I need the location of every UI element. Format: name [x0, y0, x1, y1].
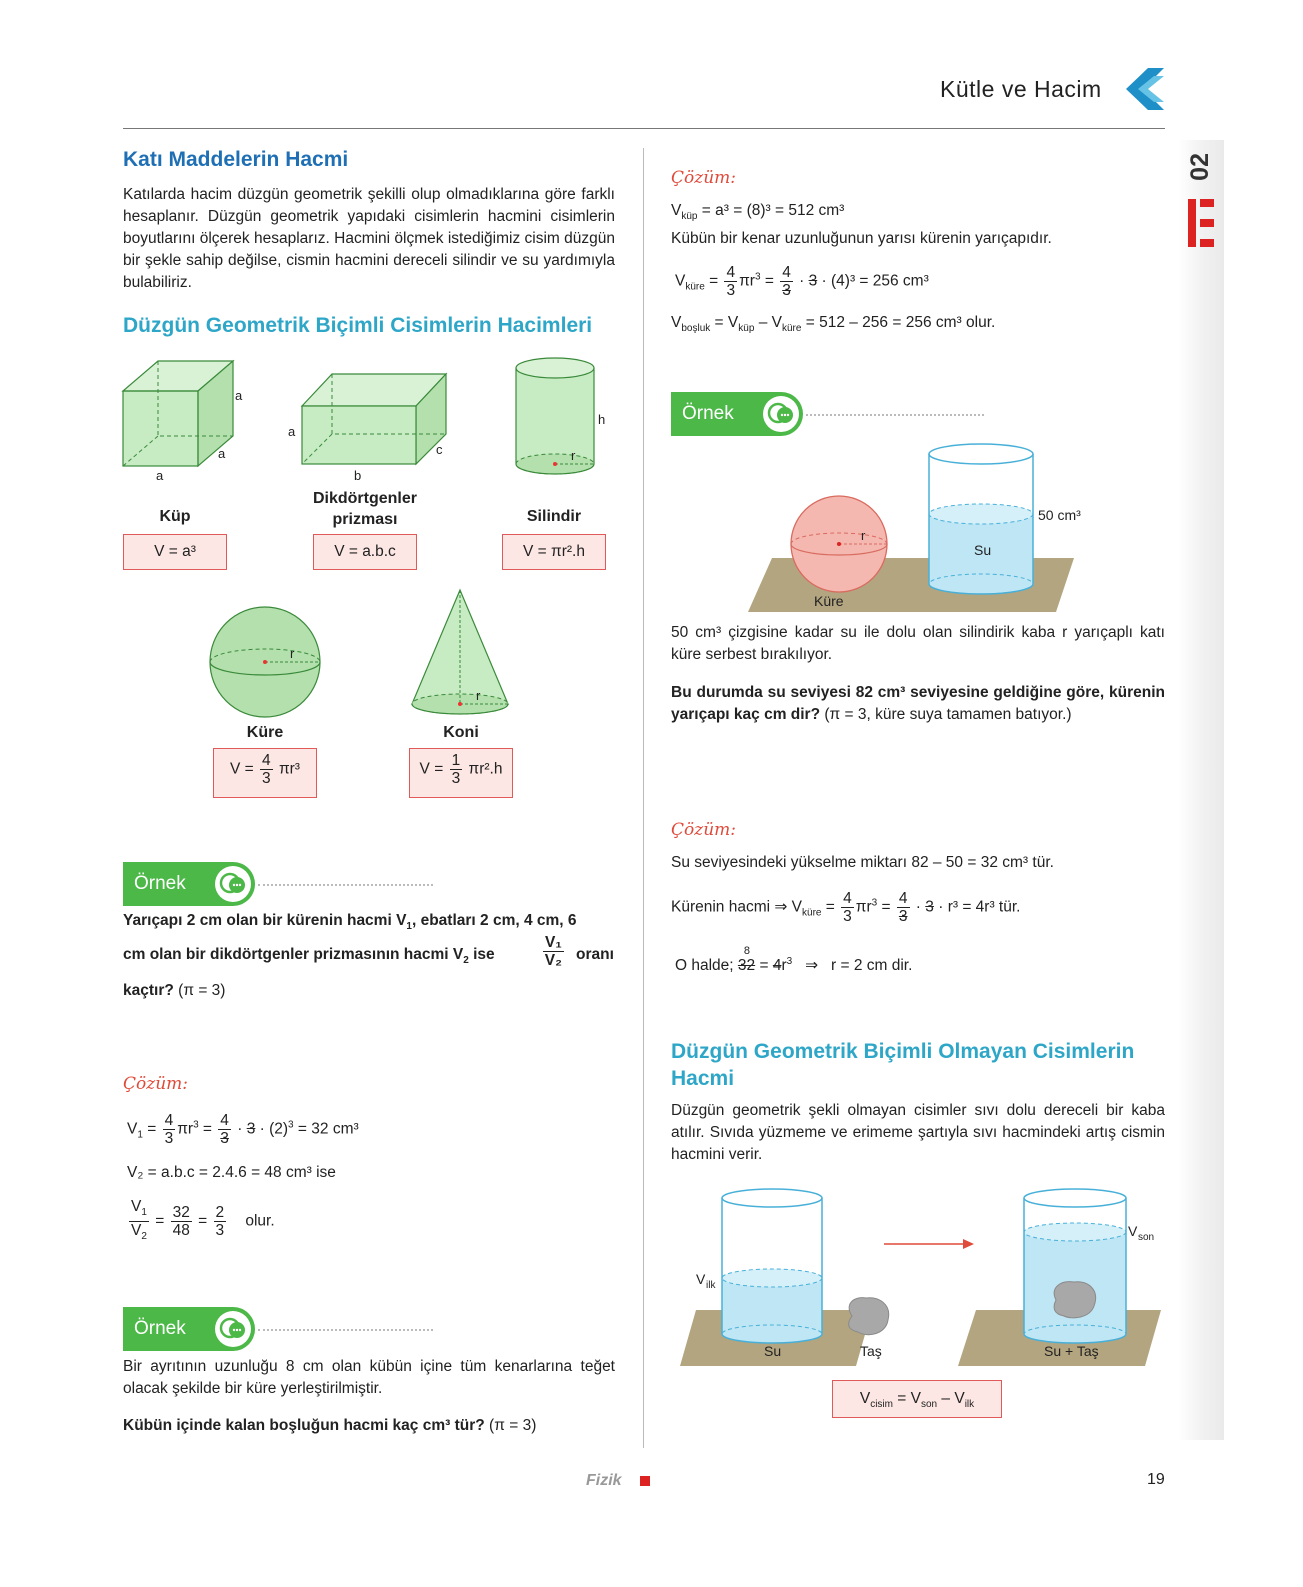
cube-dim-a3: a — [156, 468, 164, 483]
solution2-line3: $V_{küre}$ = $\frac{4}{3}$ $\pi r^3$ = $\frac{4}{3}$ · 3 · (4)³ = 256 cm³ — [675, 264, 929, 299]
cube-dim-a2: a — [218, 446, 226, 461]
solution1-line2: V₂ = a.b.c = 2.4.6 = 48 cm³ ise — [127, 1164, 336, 1181]
solution-label-1: Çözüm: — [123, 1074, 188, 1094]
fig-r-label: r — [861, 528, 866, 543]
sphere-dim-r: r — [290, 646, 295, 661]
fig-vilk-sub: ilk — [706, 1280, 716, 1291]
cylinder-formula: V = πr².h — [502, 534, 606, 570]
sol1-result: = 32 cm³ — [297, 1120, 359, 1138]
badge-dotted-line — [806, 414, 984, 416]
cube-formula: V = a³ — [123, 534, 227, 570]
example2-question-bold: Kübün içinde kalan boşluğun hacmi kaç cm³ tür? — [123, 1417, 485, 1434]
badge-dotted-line — [258, 1329, 433, 1331]
solution3-line2: Kürenin hacmi ⇒ $V_{küre}$ = $\frac{4}{3}$ $\pi r^3$ = $\frac{4}{3}$ · 3 · r³ = 4r³ tür. — [671, 890, 1021, 925]
subsection-title: Düzgün Geometrik Biçimli Cisimlerin Hacimleri — [123, 314, 593, 337]
prism-figure — [284, 366, 464, 486]
prism-label-line2: prizması — [332, 511, 398, 528]
cylinder-dim-h: h — [598, 412, 606, 427]
chapter-title: Kütle ve Hacim — [940, 76, 1102, 102]
prism-dim-c: c — [436, 442, 443, 457]
q1-line2a: cm olan bir dikdörtgenler prizmasının hacmi V — [123, 946, 464, 963]
s3-line3-rest: r = 2 cm dir. — [831, 957, 913, 975]
displacement-figure — [676, 1180, 1166, 1370]
cylinder-label: Silindir — [526, 508, 582, 525]
solution-label-3: Çözüm: — [671, 820, 736, 840]
q1-part1: Yarıçapı 2 cm olan bir kürenin hacmi V — [123, 912, 407, 929]
sphere-figure — [204, 604, 328, 722]
df-sub3: ilk — [964, 1399, 975, 1411]
fig-vson: V — [1128, 1223, 1138, 1239]
sphere-formula-lhs: V = — [230, 760, 254, 778]
q1-line2b: ise — [468, 946, 495, 963]
example-badge-3-label: Örnek — [682, 403, 734, 424]
q1-ratio-den: V₂ — [544, 952, 562, 969]
sphere-formula-num: 4 — [262, 752, 271, 769]
df-mid1: = V — [892, 1390, 921, 1407]
prism-dim-a: a — [288, 424, 296, 439]
example-badge-3 — [671, 392, 803, 436]
solution2-line4: $V_{boşluk} = V_{küp} - V_{küre} = 512 - 256 = 256$ cm³ olur. — [671, 314, 996, 335]
cylinder-dim-r: r — [571, 448, 576, 463]
example-badge-2-label: Örnek — [134, 1318, 186, 1339]
example2-text: Bir ayrıtının uzunluğu 8 cm olan kübün içine tüm kenarlarına teğet olacak şekilde bir küre yerleştirilmiştir. — [123, 1358, 615, 1397]
solution1-line3: $\frac{V_1}{V_2}$ = $\frac{32}{48}$ = $\frac{2}{3}$ olur. — [131, 1198, 275, 1243]
q1-ratio-num: V₁ — [545, 934, 562, 951]
cone-formula — [409, 748, 513, 798]
solution-label-2: Çözüm: — [671, 168, 736, 188]
chat-bubble-icon — [215, 1311, 251, 1347]
q1-part2: , ebatları 2 cm, 4 cm, 6 — [411, 912, 577, 929]
s2-v-sub: küp — [681, 211, 698, 223]
example-badge-2 — [123, 1307, 255, 1351]
df-v: V — [859, 1390, 871, 1407]
prism-label — [300, 488, 430, 530]
sphere-formula-rhs: πr³ — [278, 760, 300, 778]
example-badge-1-label: Örnek — [134, 873, 186, 894]
solution1-line1: $V_1$ = $\frac{4}{3}$ $\pi r^3$ = $\frac{4}{3}$ · $3 \cdot (2)^3 = 32$ cm³ — [127, 1112, 359, 1147]
s3-line2-sub: küre — [802, 907, 822, 919]
section2-text: Düzgün geometrik şekli olmayan cisimler sıvı dolu dereceli bir kaba atılır. Sıvıda yüzmeme ve erimeme şartıyla sıvı hacmindeki artış cismin hacmini verir. — [671, 1102, 1165, 1163]
q1-sub1: 1 — [406, 921, 412, 933]
fig-su: Su — [764, 1343, 782, 1359]
df-mid2: – V — [937, 1390, 965, 1407]
sphere-formula — [213, 748, 317, 798]
unit-number: 02 — [1186, 153, 1214, 181]
solution2-line2: Kübün bir kenar uzunluğunun yarısı kürenin yarıçapıdır. — [671, 230, 1052, 247]
header-divider — [123, 128, 1165, 129]
example3-question-note: (π = 3, küre suya tamamen batıyor.) — [824, 706, 1072, 723]
fig-su-tas: Su + Taş — [1044, 1343, 1099, 1359]
fig-volume-label: 50 cm³ — [1038, 507, 1081, 523]
section2-title — [671, 1038, 1165, 1092]
example1-question-line2 — [123, 934, 618, 980]
side-tab — [1178, 140, 1224, 1440]
df-sub1: cisim — [870, 1399, 893, 1411]
cone-label: Koni — [443, 724, 479, 741]
badge-dotted-line — [258, 884, 433, 886]
solution3-line1: Su seviyesindeki yükselme miktarı 82 – 50 = 32 cm³ tür. — [671, 854, 1054, 871]
cone-figure — [408, 586, 528, 720]
displacement-formula — [832, 1380, 1002, 1418]
s2-v: V — [671, 202, 682, 219]
fig-tas: Taş — [860, 1343, 882, 1359]
s2-line3-rest: (4)³ = 256 cm³ — [831, 272, 929, 290]
example2-question — [123, 1415, 615, 1437]
cube-dim-a1: a — [235, 388, 243, 403]
s2-line1-rest: = a³ = (8)³ = 512 cm³ — [697, 202, 845, 219]
example3-question — [671, 682, 1165, 726]
section-title: Katı Maddelerin Hacmi — [123, 148, 349, 171]
solution2-line1 — [671, 202, 844, 222]
chat-bubble-icon — [215, 866, 251, 902]
chevron-logo-icon — [1124, 66, 1168, 112]
cylinder-figure — [508, 354, 628, 480]
q1-line2c: oranı — [576, 946, 614, 963]
fig-vilk: V — [696, 1271, 706, 1287]
cube-figure — [118, 356, 258, 486]
df-sub2: son — [920, 1399, 938, 1411]
s3-line2-rest: r³ = 4r³ tür. — [947, 898, 1021, 916]
example3-question-bold: Bu durumda su seviyesi 82 cm³ seviyesine geldiğine göre, kürenin yarıçapı kaç cm dir? — [671, 684, 1165, 723]
fig-sphere-label: Küre — [814, 593, 844, 609]
q1-sub2: 2 — [463, 955, 469, 967]
sphere-label: Küre — [246, 724, 284, 741]
cone-dim-r: r — [476, 688, 481, 703]
example3-text: 50 cm³ çizgisine kadar su ile dolu olan silindirik kaba r yarıçaplı katı küre serbest bırakılıyor. — [671, 624, 1165, 663]
chat-bubble-icon — [763, 396, 799, 432]
prism-formula: V = a.b.c — [313, 534, 417, 570]
sphere-formula-den: 3 — [262, 770, 271, 787]
section2-title-line2: Hacmi — [671, 1067, 735, 1090]
prism-label-line1: Dikdörtgenler — [312, 490, 417, 507]
s3-line2-lhs: Kürenin hacmi ⇒ V — [671, 898, 803, 916]
cube-label: Küp — [159, 508, 191, 525]
cone-formula-lhs: V = — [419, 760, 444, 778]
fig-vson-sub: son — [1138, 1232, 1155, 1243]
sol1-olur: olur. — [245, 1212, 275, 1230]
intro-paragraph: Katılarda hacim düzgün geometrik şekilli olup olmadıklarına göre farklı hesaplanır. Düzgün geometrik yapıdaki cisimlerin hacmini cisimlerin boyutlarını ölçerek hesaplarız. Hacmini ölçmek istediğimiz cisim düzgün bir şekle sahip değilse, cismin hacmini dereceli silindir ve su yardımıyla bulabiliriz. — [123, 186, 615, 291]
fig-water-label: Su — [974, 542, 992, 558]
s2-line4-rest: = 512 – 256 = 256 cm³ olur. — [805, 314, 996, 331]
q1-line3: kaçtır? — [123, 982, 174, 999]
footer-subject: Fizik — [586, 1472, 622, 1489]
cone-formula-rhs: πr².h — [468, 760, 503, 778]
cone-formula-den: 3 — [451, 770, 461, 787]
footer-square-icon — [640, 1476, 650, 1486]
example2-question-note: (π = 3) — [489, 1417, 537, 1434]
section2-title-line1: Düzgün Geometrik Biçimli Olmayan Cisimlerin — [671, 1040, 1135, 1063]
unit-mark-icon — [1186, 197, 1216, 249]
cone-formula-num: 1 — [451, 752, 461, 769]
prism-dim-b: b — [354, 468, 362, 483]
solution3-line3: O halde; 8 $32 = 4r^3$ ⇒ r = 2 cm dir. — [675, 945, 913, 975]
page-number: 19 — [1147, 1471, 1165, 1488]
q1-line3-note: (π = 3) — [178, 982, 226, 999]
example-badge-1 — [123, 862, 255, 906]
column-divider — [643, 148, 644, 1448]
sphere-in-water-figure — [744, 440, 1094, 618]
example1-question-line3 — [123, 980, 618, 1002]
